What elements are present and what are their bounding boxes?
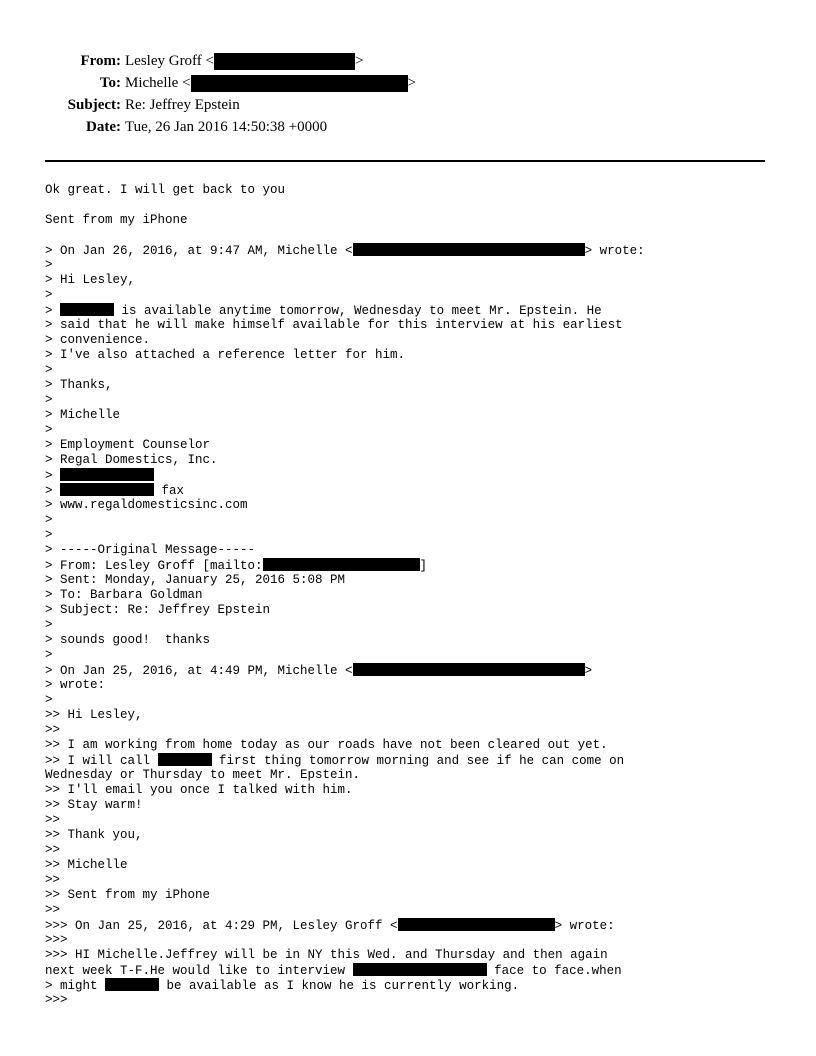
body-text: fax xyxy=(154,484,185,498)
header-divider xyxy=(45,160,765,162)
subject-label: Subject: xyxy=(67,97,121,113)
body-line: > Thanks, xyxy=(45,378,113,392)
body-line: > Hi Lesley, xyxy=(45,273,136,287)
body-line xyxy=(45,963,805,978)
body-text: > On Jan 25, 2016, at 4:49 PM, Michelle < xyxy=(45,664,353,678)
body-line xyxy=(45,753,805,768)
subject-row xyxy=(0,94,816,116)
body-line: >> xyxy=(45,723,61,737)
subject-value: Re: Jeffrey Epstein xyxy=(125,97,240,113)
body-line: > xyxy=(45,363,53,377)
body-line: >> I am working from home today as our roads have not been cleared out yet. xyxy=(45,738,608,752)
to-close-bracket: > xyxy=(407,75,416,91)
body-line: >>> HI Michelle.Jeffrey will be in NY this Wed. and Thursday and then again xyxy=(45,948,608,962)
body-line xyxy=(45,198,805,213)
body-line: >> xyxy=(45,903,61,917)
quote-header-line xyxy=(45,243,805,258)
body-line: Sent from my iPhone xyxy=(45,213,188,227)
body-line: > sounds good! thanks xyxy=(45,633,211,647)
email-header xyxy=(0,50,816,138)
body-line xyxy=(45,978,805,993)
body-line: >> xyxy=(45,813,61,827)
body-line xyxy=(45,228,805,243)
from-close-bracket: > xyxy=(355,53,364,69)
body-text: > On Jan 26, 2016, at 9:47 AM, Michelle < xyxy=(45,244,353,258)
body-line: Ok great. I will get back to you xyxy=(45,183,286,197)
redaction-bar xyxy=(191,75,408,92)
body-line: > xyxy=(45,513,53,527)
quote-header-line xyxy=(45,918,805,933)
body-line: > Subject: Re: Jeffrey Epstein xyxy=(45,603,271,617)
body-text: ] xyxy=(419,559,428,573)
body-line: > xyxy=(45,258,53,272)
from-label: From: xyxy=(80,53,121,69)
redaction-bar xyxy=(353,663,585,676)
body-line: >> xyxy=(45,843,61,857)
body-text: >> I will call xyxy=(45,754,158,768)
redaction-bar xyxy=(353,243,585,256)
body-line: > -----Original Message----- xyxy=(45,543,256,557)
date-value: Tue, 26 Jan 2016 14:50:38 +0000 xyxy=(125,119,328,135)
body-line: > xyxy=(45,288,53,302)
body-text: face to face.when xyxy=(486,964,622,978)
body-line: >> Stay warm! xyxy=(45,798,143,812)
body-line: >> Thank you, xyxy=(45,828,143,842)
body-line: >> Michelle xyxy=(45,858,128,872)
body-line: > Regal Domestics, Inc. xyxy=(45,453,218,467)
body-line: > wrote: xyxy=(45,678,106,692)
body-line: > Michelle xyxy=(45,408,121,422)
date-label: Date: xyxy=(86,119,121,135)
body-text: > From: Lesley Groff [mailto: xyxy=(45,559,263,573)
body-line: >> xyxy=(45,873,61,887)
email-body xyxy=(45,183,805,1008)
body-line: > xyxy=(45,618,53,632)
body-line: > xyxy=(45,693,53,707)
redaction-bar xyxy=(60,303,114,316)
body-line: Wednesday or Thursday to meet Mr. Epstein. xyxy=(45,768,361,782)
redaction-bar xyxy=(353,963,487,976)
body-line: >> Hi Lesley, xyxy=(45,708,143,722)
body-line xyxy=(45,303,805,318)
body-text: > wrote: xyxy=(584,244,645,258)
redaction-bar xyxy=(398,918,555,931)
body-line: >>> xyxy=(45,933,68,947)
body-line xyxy=(45,558,805,573)
date-row xyxy=(0,116,816,138)
from-value xyxy=(125,50,363,72)
body-line: > I've also attached a reference letter for him. xyxy=(45,348,406,362)
redaction-bar xyxy=(263,558,420,571)
body-text: > xyxy=(584,664,593,678)
to-value xyxy=(125,72,416,94)
body-text: be available as I know he is currently working. xyxy=(159,979,520,993)
body-text: > wrote: xyxy=(554,919,615,933)
body-line: > xyxy=(45,423,53,437)
body-line: > xyxy=(45,528,53,542)
redaction-bar xyxy=(214,53,355,70)
body-line: >> I'll email you once I talked with him. xyxy=(45,783,353,797)
redaction-bar xyxy=(60,483,154,496)
body-line: > www.regaldomesticsinc.com xyxy=(45,498,248,512)
body-text: is available anytime tomorrow, Wednesday to meet Mr. Epstein. He xyxy=(114,304,602,318)
body-text: > xyxy=(45,469,61,483)
body-line: > said that he will make himself available for this interview at his earliest xyxy=(45,318,623,332)
redaction-bar xyxy=(105,978,159,991)
body-text: > might xyxy=(45,979,106,993)
from-row xyxy=(0,50,816,72)
body-line: >> Sent from my iPhone xyxy=(45,888,211,902)
body-text: first thing tomorrow morning and see if he can come on xyxy=(211,754,625,768)
body-line: > Employment Counselor xyxy=(45,438,211,452)
quote-header-line xyxy=(45,663,805,678)
body-line: >>> xyxy=(45,993,68,1007)
redaction-bar xyxy=(158,753,212,766)
redaction-bar xyxy=(60,468,154,481)
to-name: Michelle < xyxy=(125,75,191,91)
body-line: > convenience. xyxy=(45,333,151,347)
from-name: Lesley Groff < xyxy=(125,53,214,69)
to-row xyxy=(0,72,816,94)
body-line: > xyxy=(45,393,53,407)
body-line xyxy=(45,483,805,498)
body-line: > xyxy=(45,648,53,662)
body-text: next week T-F.He would like to interview xyxy=(45,964,353,978)
body-line: > To: Barbara Goldman xyxy=(45,588,203,602)
body-text: > xyxy=(45,484,61,498)
body-text: >>> On Jan 25, 2016, at 4:29 PM, Lesley Groff < xyxy=(45,919,398,933)
body-line xyxy=(45,468,805,483)
to-label: To: xyxy=(99,75,121,91)
body-text: > xyxy=(45,304,61,318)
body-line: > Sent: Monday, January 25, 2016 5:08 PM xyxy=(45,573,346,587)
